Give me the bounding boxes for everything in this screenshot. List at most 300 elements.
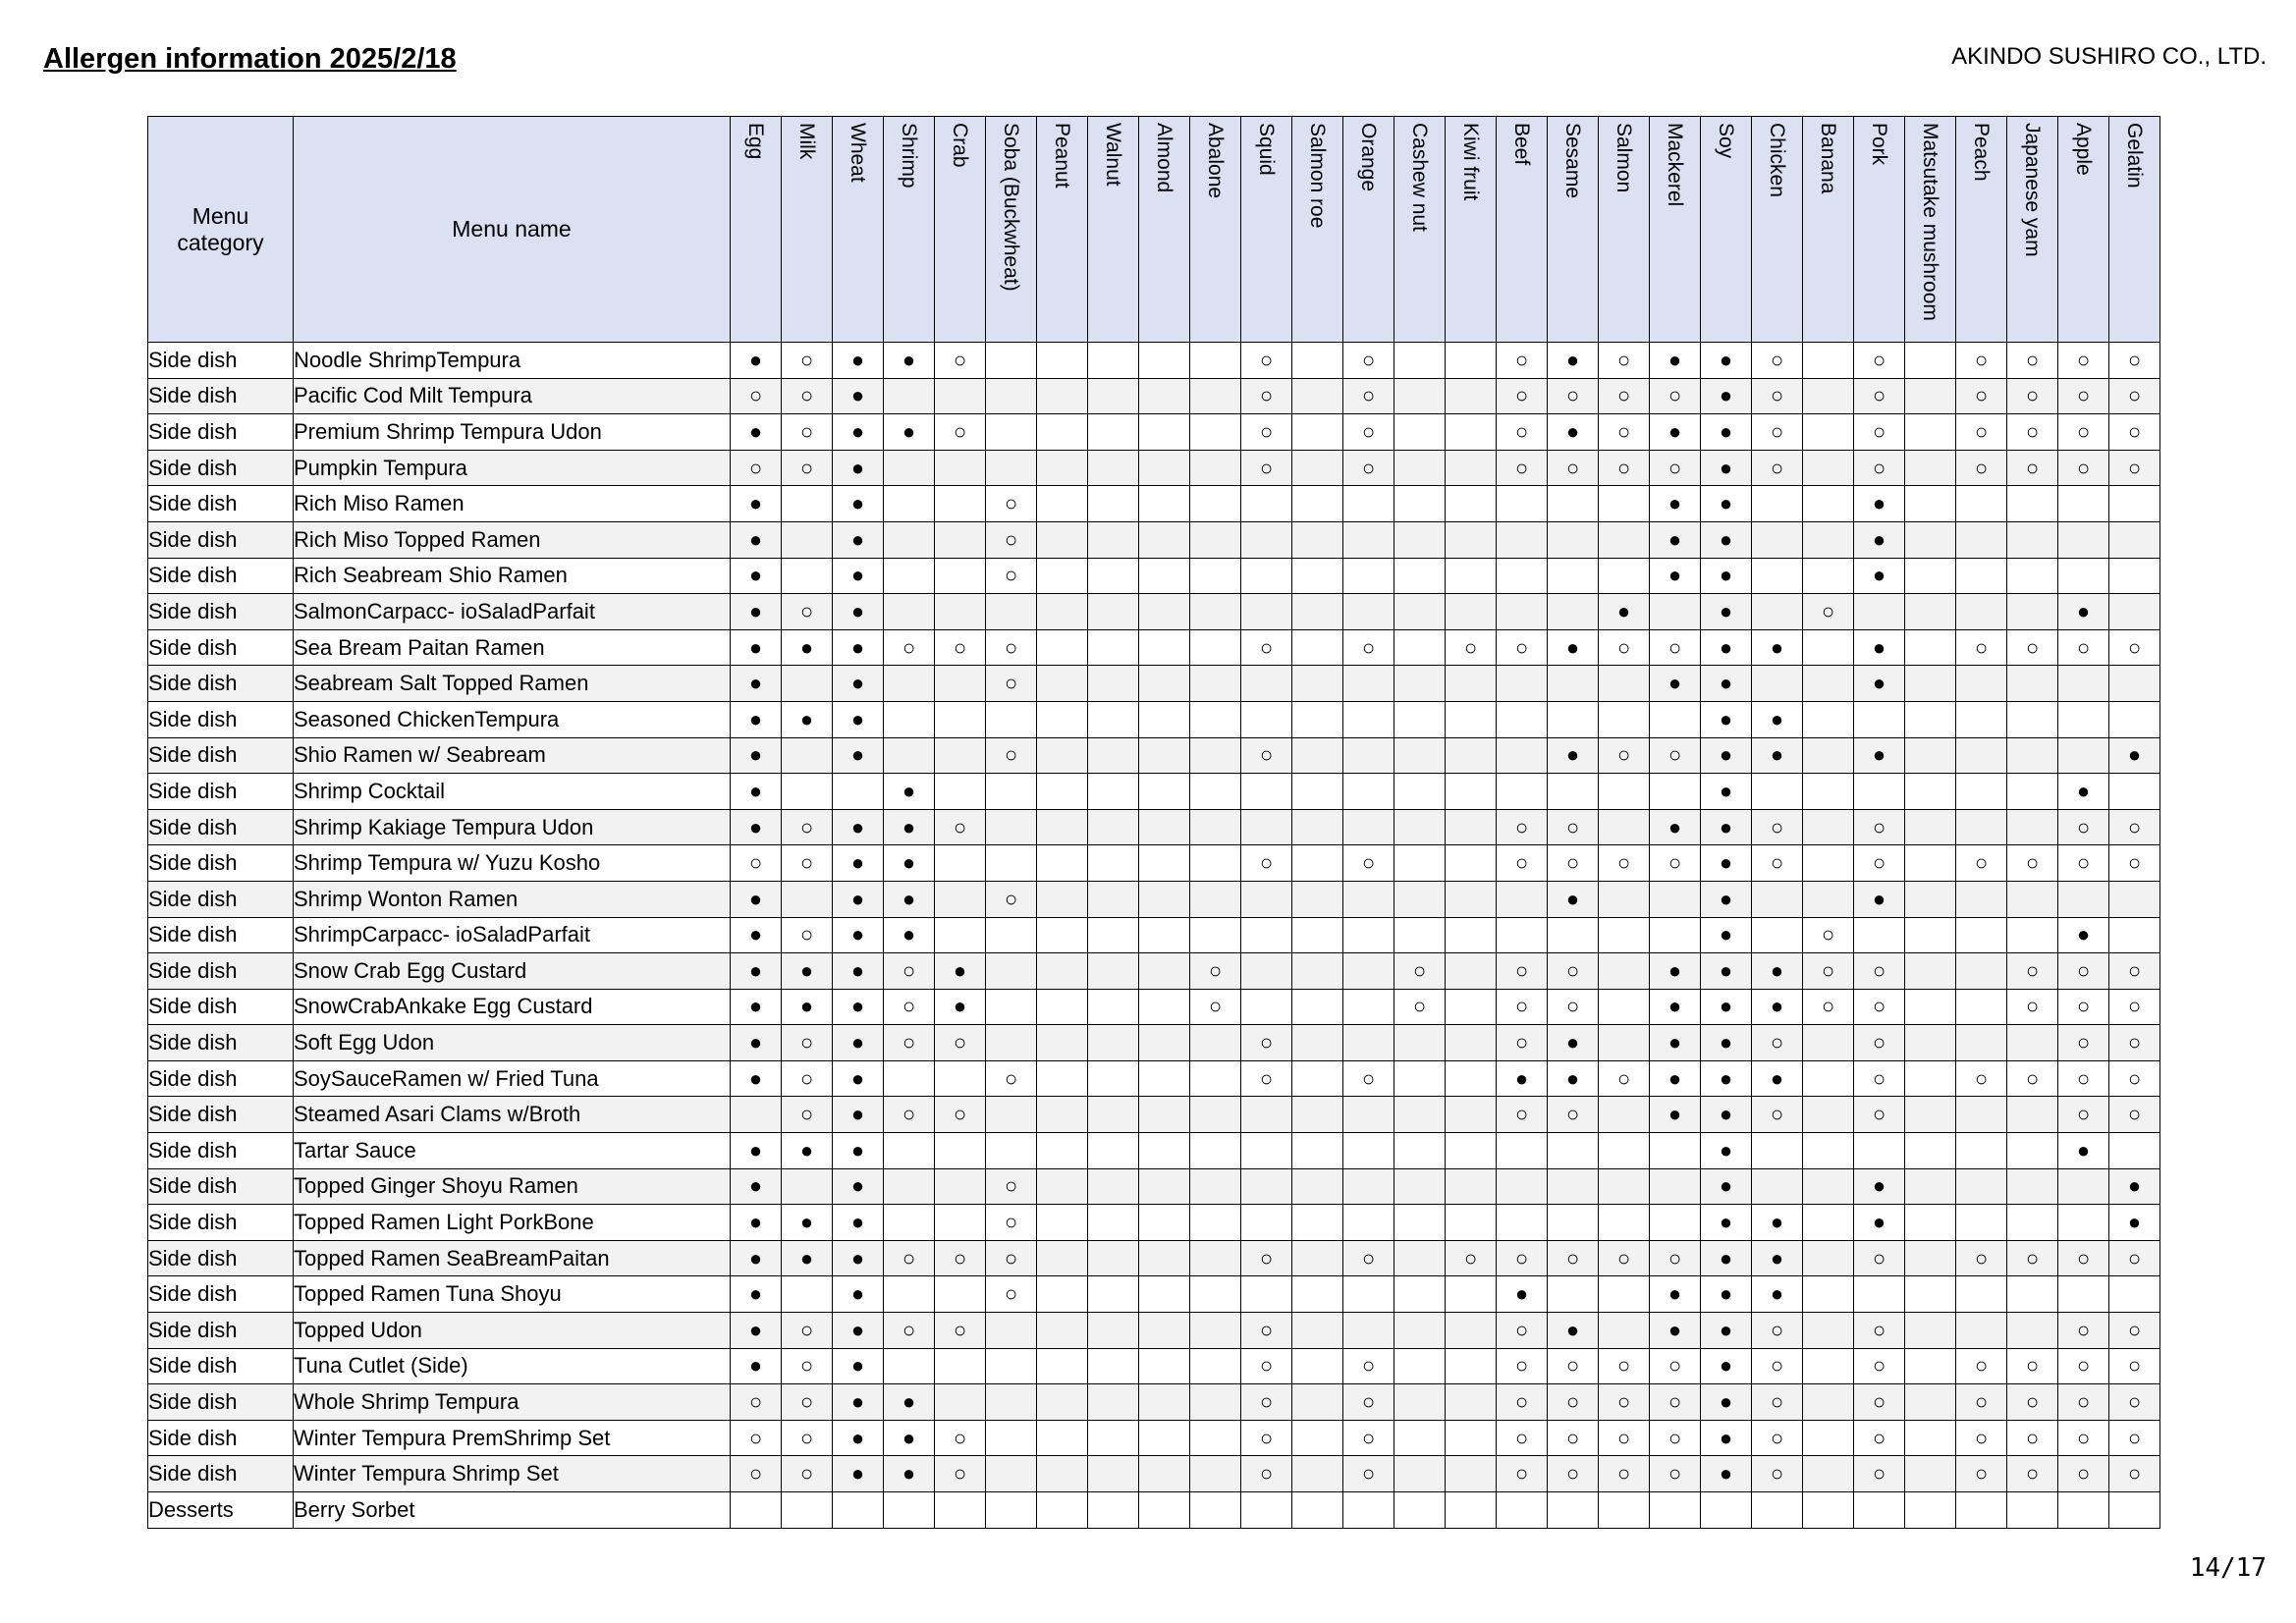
allergen-header	[1650, 117, 1701, 343]
allergen-mark-cell	[1088, 1205, 1139, 1241]
allergen-mark-cell	[1292, 1133, 1343, 1169]
allergen-mark-cell: ○	[1394, 989, 1446, 1025]
allergen-mark-cell: ○	[1803, 989, 1854, 1025]
allergen-mark-cell	[1548, 486, 1599, 522]
allergen-mark-cell: ●	[1701, 1348, 1752, 1384]
allergen-mark-cell	[2007, 1492, 2058, 1529]
allergen-mark-cell: ●	[2058, 774, 2109, 810]
allergen-mark-cell	[1446, 1384, 1497, 1421]
allergen-mark-cell	[1803, 701, 1854, 737]
allergen-mark-cell	[935, 774, 986, 810]
allergen-mark-cell: ○	[2058, 378, 2109, 414]
allergen-mark-cell	[1905, 1456, 1956, 1492]
allergen-mark-cell	[1394, 845, 1446, 882]
allergen-mark-cell: ○	[2109, 1348, 2160, 1384]
allergen-mark-cell	[1905, 1492, 1956, 1529]
allergen-mark-cell	[1497, 1492, 1548, 1529]
allergen-mark-cell: ●	[1854, 629, 1905, 666]
company-name: AKINDO SUSHIRO CO., LTD.	[1951, 43, 2267, 70]
allergen-mark-cell	[1905, 1097, 1956, 1133]
allergen-mark-cell	[1599, 486, 1650, 522]
allergen-mark-cell: ○	[1854, 450, 1905, 486]
allergen-mark-cell	[1905, 881, 1956, 917]
allergen-mark-cell: ●	[731, 666, 782, 702]
allergen-mark-cell: ●	[1548, 1025, 1599, 1061]
allergen-mark-cell	[1190, 845, 1241, 882]
allergen-mark-cell	[1599, 521, 1650, 558]
allergen-mark-cell	[986, 1384, 1037, 1421]
allergen-mark-cell: ●	[833, 1168, 884, 1205]
menu-name-cell: Topped Ginger Shoyu Ramen	[294, 1168, 731, 1205]
allergen-label: Cashew nut	[1408, 123, 1431, 232]
allergen-mark-cell	[1497, 1168, 1548, 1205]
allergen-mark-cell	[935, 521, 986, 558]
allergen-mark-cell: ●	[833, 953, 884, 990]
allergen-mark-cell: ●	[1650, 521, 1701, 558]
allergen-mark-cell	[1905, 1240, 1956, 1276]
allergen-mark-cell	[1343, 737, 1394, 774]
allergen-mark-cell: ●	[833, 1276, 884, 1313]
allergen-mark-cell	[1139, 1456, 1190, 1492]
allergen-mark-cell	[884, 737, 935, 774]
allergen-mark-cell	[935, 594, 986, 630]
menu-category-cell: Side dish	[148, 666, 294, 702]
allergen-mark-cell: ○	[2109, 450, 2160, 486]
allergen-mark-cell: ●	[1497, 1276, 1548, 1313]
allergen-mark-cell: ○	[1599, 845, 1650, 882]
allergen-mark-cell	[1037, 1097, 1088, 1133]
allergen-mark-cell: ○	[1956, 343, 2007, 379]
allergen-mark-cell	[1956, 1205, 2007, 1241]
table-row	[148, 809, 2160, 845]
allergen-mark-cell	[935, 845, 986, 882]
allergen-mark-cell	[1241, 917, 1292, 953]
allergen-mark-cell: ○	[2109, 1313, 2160, 1349]
allergen-mark-cell: ●	[731, 809, 782, 845]
allergen-mark-cell	[1956, 1168, 2007, 1205]
allergen-mark-cell: ○	[1752, 1025, 1803, 1061]
allergen-mark-cell	[986, 917, 1037, 953]
menu-name-cell: Tuna Cutlet (Side)	[294, 1348, 731, 1384]
allergen-mark-cell: ●	[1701, 343, 1752, 379]
allergen-label: Beef	[1510, 123, 1533, 166]
allergen-mark-cell	[2007, 1313, 2058, 1349]
allergen-mark-cell: ○	[1497, 1313, 1548, 1349]
table-row	[148, 845, 2160, 882]
allergen-mark-cell	[935, 917, 986, 953]
allergen-mark-cell	[1905, 1205, 1956, 1241]
allergen-mark-cell: ○	[1854, 989, 1905, 1025]
allergen-mark-cell	[1088, 1133, 1139, 1169]
menu-name-cell: Pacific Cod Milt Tempura	[294, 378, 731, 414]
table-row	[148, 1060, 2160, 1097]
allergen-mark-cell	[1190, 737, 1241, 774]
allergen-mark-cell: ○	[2058, 629, 2109, 666]
allergen-mark-cell	[2007, 1025, 2058, 1061]
allergen-mark-cell	[1241, 1168, 1292, 1205]
allergen-mark-cell	[1956, 521, 2007, 558]
allergen-mark-cell	[1343, 881, 1394, 917]
allergen-mark-cell: ●	[833, 809, 884, 845]
allergen-mark-cell	[2007, 1205, 2058, 1241]
allergen-mark-cell	[1343, 486, 1394, 522]
allergen-mark-cell	[1139, 953, 1190, 990]
allergen-mark-cell	[1956, 1276, 2007, 1313]
allergen-mark-cell: ●	[833, 1456, 884, 1492]
allergen-mark-cell: ○	[1752, 450, 1803, 486]
allergen-mark-cell: ○	[1752, 414, 1803, 451]
allergen-mark-cell: ○	[1599, 378, 1650, 414]
allergen-mark-cell	[1037, 486, 1088, 522]
allergen-mark-cell	[1343, 953, 1394, 990]
allergen-mark-cell: ●	[833, 1420, 884, 1456]
allergen-mark-cell	[1037, 1276, 1088, 1313]
allergen-mark-cell: ○	[2109, 845, 2160, 882]
table-row	[148, 486, 2160, 522]
allergen-mark-cell: ○	[2007, 1060, 2058, 1097]
allergen-mark-cell: ●	[1548, 1060, 1599, 1097]
allergen-mark-cell: ○	[1241, 845, 1292, 882]
allergen-mark-cell	[731, 1097, 782, 1133]
allergen-mark-cell: ○	[2058, 809, 2109, 845]
allergen-mark-cell	[1446, 1492, 1497, 1529]
allergen-mark-cell: ●	[1497, 1060, 1548, 1097]
allergen-mark-cell	[1446, 1060, 1497, 1097]
allergen-mark-cell	[1803, 521, 1854, 558]
allergen-mark-cell: ○	[1854, 1025, 1905, 1061]
allergen-mark-cell	[1088, 953, 1139, 990]
allergen-mark-cell: ○	[782, 1348, 833, 1384]
allergen-mark-cell: ○	[782, 594, 833, 630]
allergen-mark-cell: ○	[1548, 1097, 1599, 1133]
allergen-mark-cell	[1088, 1348, 1139, 1384]
allergen-mark-cell: ○	[986, 1276, 1037, 1313]
allergen-mark-cell	[884, 1168, 935, 1205]
allergen-mark-cell	[1905, 989, 1956, 1025]
allergen-mark-cell: ○	[2058, 1313, 2109, 1349]
allergen-mark-cell: ○	[1343, 1348, 1394, 1384]
allergen-mark-cell: ○	[2109, 989, 2160, 1025]
allergen-mark-cell: ○	[1548, 1420, 1599, 1456]
allergen-mark-cell	[1292, 521, 1343, 558]
allergen-mark-cell: ○	[782, 450, 833, 486]
allergen-mark-cell: ○	[1956, 1060, 2007, 1097]
allergen-mark-cell: ○	[782, 378, 833, 414]
allergen-mark-cell	[1394, 1168, 1446, 1205]
menu-category-cell: Side dish	[148, 1384, 294, 1421]
allergen-mark-cell	[1905, 378, 1956, 414]
allergen-mark-cell	[731, 1492, 782, 1529]
allergen-mark-cell	[2007, 521, 2058, 558]
allergen-mark-cell: ○	[1854, 1097, 1905, 1133]
allergen-label: Sesame	[1561, 123, 1584, 199]
allergen-mark-cell	[1905, 594, 1956, 630]
allergen-mark-cell: ●	[833, 343, 884, 379]
allergen-mark-cell: ○	[935, 1025, 986, 1061]
allergen-mark-cell	[1139, 809, 1190, 845]
table-row	[148, 1240, 2160, 1276]
menu-name-cell: Seasoned ChickenTempura	[294, 701, 731, 737]
allergen-mark-cell	[1905, 450, 1956, 486]
allergen-mark-cell: ○	[731, 1456, 782, 1492]
allergen-mark-cell: ○	[1650, 1456, 1701, 1492]
allergen-mark-cell: ○	[1854, 1313, 1905, 1349]
allergen-mark-cell	[1905, 1276, 1956, 1313]
allergen-mark-cell: ●	[1701, 737, 1752, 774]
allergen-mark-cell: ●	[833, 737, 884, 774]
allergen-mark-cell	[1956, 1492, 2007, 1529]
allergen-mark-cell: ○	[1548, 1384, 1599, 1421]
allergen-mark-cell: ○	[1650, 378, 1701, 414]
allergen-mark-cell	[1752, 558, 1803, 594]
allergen-mark-cell	[782, 1276, 833, 1313]
allergen-mark-cell	[1905, 666, 1956, 702]
allergen-mark-cell: ○	[1394, 953, 1446, 990]
allergen-label: Peach	[1970, 123, 1993, 182]
allergen-mark-cell	[1497, 917, 1548, 953]
allergen-mark-cell: ●	[1650, 558, 1701, 594]
allergen-header	[1956, 117, 2007, 343]
allergen-mark-cell: ○	[1956, 450, 2007, 486]
allergen-mark-cell: ●	[884, 414, 935, 451]
allergen-mark-cell	[1394, 378, 1446, 414]
allergen-mark-cell: ●	[782, 1240, 833, 1276]
allergen-mark-cell	[1446, 809, 1497, 845]
allergen-mark-cell: ○	[884, 1313, 935, 1349]
allergen-mark-cell: ○	[2058, 1060, 2109, 1097]
allergen-mark-cell: ●	[884, 343, 935, 379]
allergen-mark-cell: ●	[833, 1384, 884, 1421]
allergen-mark-cell: ●	[1701, 1133, 1752, 1169]
allergen-mark-cell	[935, 1133, 986, 1169]
allergen-mark-cell	[1292, 1097, 1343, 1133]
allergen-mark-cell	[1037, 1456, 1088, 1492]
allergen-mark-cell	[1394, 774, 1446, 810]
allergen-mark-cell	[1190, 1313, 1241, 1349]
allergen-mark-cell: ○	[1446, 1240, 1497, 1276]
allergen-mark-cell: ○	[1854, 809, 1905, 845]
allergen-mark-cell: ○	[1241, 1420, 1292, 1456]
allergen-label: Milk	[795, 123, 818, 160]
allergen-mark-cell	[1446, 1205, 1497, 1241]
allergen-mark-cell: ●	[731, 343, 782, 379]
allergen-mark-cell: ○	[1854, 953, 1905, 990]
menu-name-header: Menu name	[294, 117, 731, 343]
allergen-mark-cell: ●	[1854, 737, 1905, 774]
allergen-mark-cell: ○	[1497, 1348, 1548, 1384]
table-row	[148, 737, 2160, 774]
allergen-mark-cell	[1803, 1060, 1854, 1097]
allergen-mark-cell: ○	[1241, 343, 1292, 379]
allergen-mark-cell	[1446, 666, 1497, 702]
allergen-mark-cell	[884, 1348, 935, 1384]
allergen-mark-cell	[1854, 917, 1905, 953]
menu-category-cell: Side dish	[148, 1205, 294, 1241]
allergen-mark-cell: ○	[1548, 953, 1599, 990]
allergen-mark-cell	[1190, 1420, 1241, 1456]
allergen-mark-cell: ●	[1701, 558, 1752, 594]
allergen-mark-cell	[1139, 1097, 1190, 1133]
allergen-mark-cell: ○	[2109, 953, 2160, 990]
allergen-mark-cell	[1905, 486, 1956, 522]
allergen-mark-cell	[1139, 594, 1190, 630]
allergen-mark-cell: ○	[2058, 1348, 2109, 1384]
allergen-mark-cell	[1292, 343, 1343, 379]
allergen-mark-cell: ●	[731, 989, 782, 1025]
allergen-mark-cell	[1139, 486, 1190, 522]
allergen-mark-cell	[1241, 666, 1292, 702]
allergen-mark-cell	[1088, 629, 1139, 666]
menu-name-cell: Shrimp Cocktail	[294, 774, 731, 810]
allergen-mark-cell: ●	[1701, 1097, 1752, 1133]
allergen-mark-cell	[1241, 953, 1292, 990]
allergen-mark-cell	[1548, 1205, 1599, 1241]
allergen-mark-cell	[935, 486, 986, 522]
allergen-mark-cell: ○	[986, 558, 1037, 594]
allergen-mark-cell	[2109, 1133, 2160, 1169]
allergen-mark-cell	[1803, 845, 1854, 882]
allergen-mark-cell	[1446, 486, 1497, 522]
allergen-mark-cell: ○	[1956, 629, 2007, 666]
allergen-mark-cell	[935, 1384, 986, 1421]
allergen-mark-cell	[1241, 521, 1292, 558]
allergen-mark-cell: ○	[782, 1420, 833, 1456]
menu-category-cell: Side dish	[148, 1348, 294, 1384]
allergen-mark-cell	[1803, 737, 1854, 774]
allergen-mark-cell: ○	[1599, 1456, 1650, 1492]
allergen-header	[1905, 117, 1956, 343]
allergen-mark-cell	[1394, 343, 1446, 379]
allergen-mark-cell	[1088, 1060, 1139, 1097]
allergen-mark-cell	[986, 953, 1037, 990]
allergen-mark-cell	[1190, 881, 1241, 917]
allergen-mark-cell	[1139, 1420, 1190, 1456]
menu-name-cell: Sea Bream Paitan Ramen	[294, 629, 731, 666]
allergen-mark-cell	[1394, 917, 1446, 953]
allergen-mark-cell: ○	[2109, 1025, 2160, 1061]
allergen-mark-cell	[1037, 1060, 1088, 1097]
allergen-mark-cell: ○	[986, 881, 1037, 917]
table-row	[148, 1133, 2160, 1169]
allergen-mark-cell	[1190, 1205, 1241, 1241]
allergen-mark-cell	[1037, 1384, 1088, 1421]
allergen-mark-cell	[1088, 1492, 1139, 1529]
allergen-mark-cell	[1446, 558, 1497, 594]
allergen-mark-cell: ○	[2109, 1240, 2160, 1276]
allergen-mark-cell	[1599, 666, 1650, 702]
allergen-header	[1701, 117, 1752, 343]
allergen-mark-cell: ○	[782, 917, 833, 953]
allergen-mark-cell	[1292, 809, 1343, 845]
allergen-mark-cell	[1956, 558, 2007, 594]
allergen-mark-cell: ●	[884, 881, 935, 917]
allergen-mark-cell	[1599, 1492, 1650, 1529]
allergen-mark-cell	[884, 1133, 935, 1169]
allergen-mark-cell	[1088, 809, 1139, 845]
allergen-mark-cell: ○	[986, 486, 1037, 522]
allergen-mark-cell	[986, 1133, 1037, 1169]
allergen-mark-cell: ●	[884, 1420, 935, 1456]
allergen-mark-cell	[2109, 558, 2160, 594]
allergen-mark-cell: ○	[1650, 450, 1701, 486]
allergen-mark-cell: ○	[2007, 343, 2058, 379]
allergen-mark-cell: ○	[1854, 1384, 1905, 1421]
allergen-mark-cell: ●	[1701, 521, 1752, 558]
allergen-mark-cell	[1190, 1025, 1241, 1061]
allergen-mark-cell: ●	[1854, 1168, 1905, 1205]
allergen-mark-cell	[1446, 737, 1497, 774]
allergen-mark-cell	[986, 378, 1037, 414]
allergen-mark-cell	[1088, 666, 1139, 702]
allergen-mark-cell: ●	[731, 1133, 782, 1169]
allergen-table	[147, 116, 2160, 1529]
allergen-mark-cell: ●	[833, 701, 884, 737]
allergen-mark-cell	[1752, 917, 1803, 953]
allergen-mark-cell	[1956, 666, 2007, 702]
allergen-mark-cell: ○	[1241, 1348, 1292, 1384]
allergen-mark-cell	[1037, 558, 1088, 594]
allergen-mark-cell	[1190, 1276, 1241, 1313]
allergen-mark-cell: ●	[731, 486, 782, 522]
allergen-mark-cell: ●	[1701, 1168, 1752, 1205]
allergen-mark-cell: ○	[986, 737, 1037, 774]
allergen-mark-cell	[1088, 1313, 1139, 1349]
allergen-mark-cell: ○	[2058, 414, 2109, 451]
allergen-mark-cell	[1139, 1276, 1190, 1313]
allergen-mark-cell: ○	[1599, 343, 1650, 379]
menu-category-cell: Side dish	[148, 521, 294, 558]
table-row	[148, 629, 2160, 666]
allergen-mark-cell	[1803, 809, 1854, 845]
allergen-mark-cell	[1394, 1420, 1446, 1456]
allergen-mark-cell: ○	[2058, 989, 2109, 1025]
allergen-mark-cell: ○	[1497, 450, 1548, 486]
allergen-mark-cell: ○	[1956, 1240, 2007, 1276]
allergen-mark-cell: ○	[1548, 378, 1599, 414]
allergen-mark-cell: ○	[731, 378, 782, 414]
allergen-mark-cell: ●	[731, 1168, 782, 1205]
allergen-mark-cell	[1394, 521, 1446, 558]
allergen-mark-cell	[1343, 989, 1394, 1025]
allergen-mark-cell: ●	[1701, 666, 1752, 702]
allergen-label: Wheat	[847, 123, 869, 183]
allergen-mark-cell	[1292, 701, 1343, 737]
allergen-mark-cell	[1139, 1205, 1190, 1241]
allergen-mark-cell: ●	[731, 701, 782, 737]
allergen-mark-cell: ●	[1650, 953, 1701, 990]
allergen-mark-cell	[782, 774, 833, 810]
allergen-mark-cell	[1394, 1456, 1446, 1492]
allergen-mark-cell	[1905, 629, 1956, 666]
allergen-header	[1394, 117, 1446, 343]
allergen-mark-cell	[1343, 701, 1394, 737]
allergen-mark-cell	[1956, 1313, 2007, 1349]
allergen-mark-cell	[1905, 953, 1956, 990]
allergen-mark-cell	[1497, 774, 1548, 810]
allergen-mark-cell	[1037, 414, 1088, 451]
allergen-header	[1803, 117, 1854, 343]
allergen-mark-cell: ●	[731, 1060, 782, 1097]
allergen-mark-cell: ○	[1497, 989, 1548, 1025]
allergen-mark-cell	[1037, 1492, 1088, 1529]
allergen-mark-cell: ●	[935, 953, 986, 990]
allergen-mark-cell: ●	[1752, 737, 1803, 774]
menu-category-cell: Side dish	[148, 737, 294, 774]
allergen-mark-cell	[2007, 1168, 2058, 1205]
allergen-mark-cell	[1599, 1133, 1650, 1169]
menu-name-cell: Winter Tempura Shrimp Set	[294, 1456, 731, 1492]
allergen-mark-cell: ●	[782, 629, 833, 666]
